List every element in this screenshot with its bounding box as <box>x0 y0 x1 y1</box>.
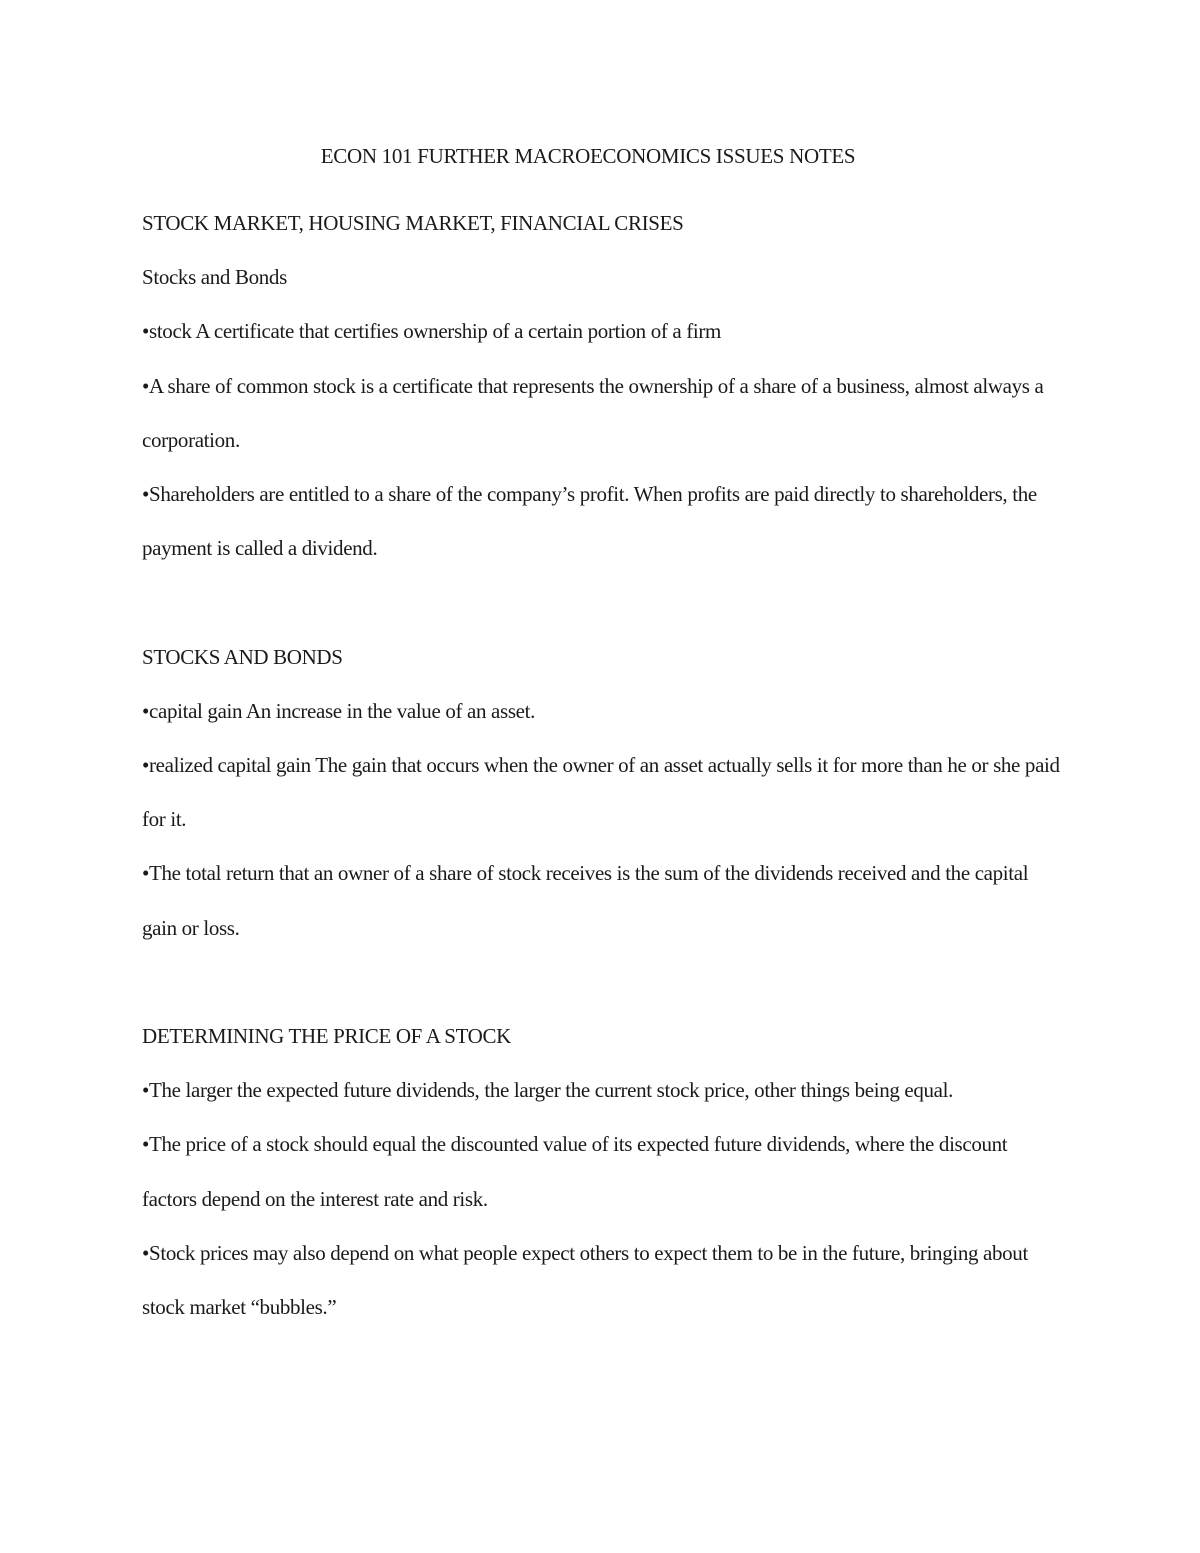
section-heading-stocks-and-bonds-caps: STOCKS AND BONDS <box>142 644 343 669</box>
blank-line <box>142 575 1062 629</box>
document-title: ECON 101 FURTHER MACROECONOMICS ISSUES NOTES <box>320 144 856 168</box>
document-heading: STOCK MARKET, HOUSING MARKET, FINANCIAL CRISES <box>142 211 684 235</box>
section-heading-stocks-and-bonds: Stocks and Bonds <box>142 265 287 290</box>
bullet-stock-bubbles: •Stock prices may also depend on what people expect others to expect them to be in the future, bringing about stock market “bubbles.” <box>142 1240 1028 1320</box>
bullet-stock-definition: •stock A certificate that certifies ownership of a certain portion of a firm <box>142 319 722 344</box>
document-body <box>142 196 1062 1334</box>
bullet-realized-capital-gain: •realized capital gain The gain that occurs when the owner of an asset actually sells it for more than he or she paid for it. <box>142 753 1060 832</box>
bullet-common-stock: •A share of common stock is a certificate that represents the ownership of a share of a business, almost always a corporation. <box>142 373 1044 452</box>
bullet-expected-dividends: •The larger the expected future dividends, the larger the current stock price, other things being equal. <box>142 1078 954 1103</box>
bullet-shareholders-dividend: •Shareholders are entitled to a share of the company’s profit. When profits are paid directly to shareholders, the payment is called a dividend. <box>142 482 1037 561</box>
blank-line <box>142 955 1062 1009</box>
section-heading-price-of-stock: DETERMINING THE PRICE OF A STOCK <box>142 1024 511 1049</box>
bullet-total-return: •The total return that an owner of a share of stock receives is the sum of the dividends received and the capital gain or loss. <box>142 861 1029 940</box>
bullet-discounted-value: •The price of a stock should equal the discounted value of its expected future dividends, where the discount factors depend on the interest rate and risk. <box>142 1132 1008 1211</box>
bullet-capital-gain: •capital gain An increase in the value of an asset. <box>142 698 536 723</box>
